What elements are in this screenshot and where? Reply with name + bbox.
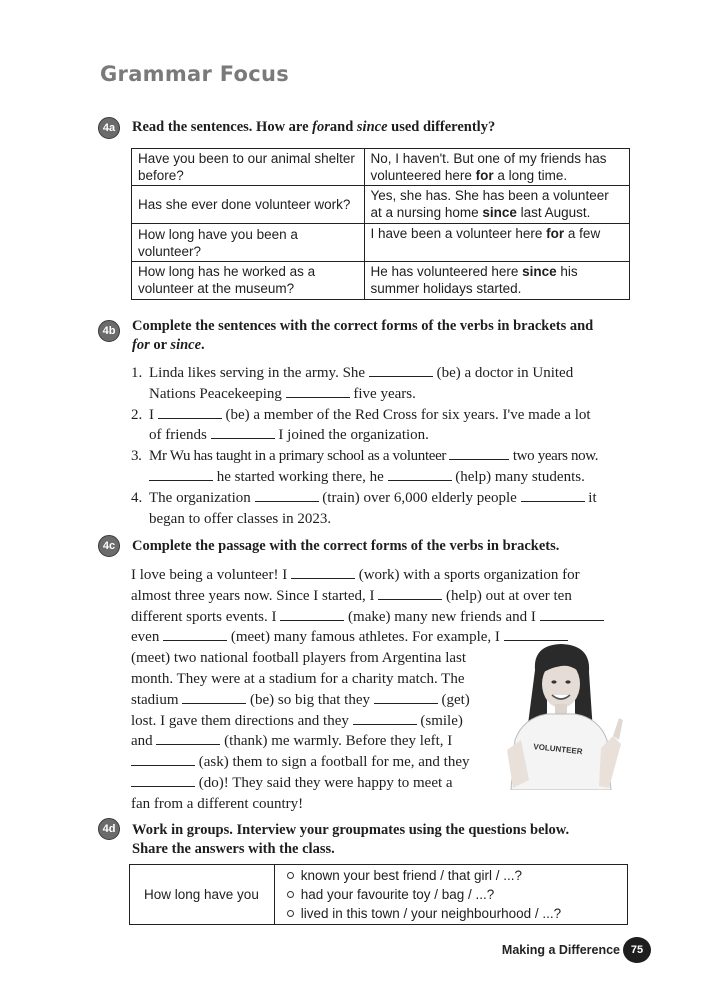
answer-blank[interactable]: [374, 691, 438, 704]
list-item: known your best friend / that girl / ...?: [283, 866, 619, 885]
answer-blank[interactable]: [182, 691, 246, 704]
section-4a-badge: 4a: [98, 117, 120, 139]
volunteer-girl-photo: [495, 640, 627, 790]
section-4b-instruction: Complete the sentences with the correct forms of the verbs in brackets and for or since.: [132, 318, 594, 353]
answer-blank[interactable]: [449, 447, 509, 460]
answer-blank[interactable]: [211, 426, 275, 439]
sentence-1: 1. Linda likes serving in the army. She (be) a doctor in United: [131, 365, 574, 381]
table-row: [132, 149, 630, 186]
answer-blank[interactable]: [286, 385, 350, 398]
section-4a-instruction: Read the sentences. How are forand since used differently?: [132, 119, 496, 135]
section-4d-badge: 4d: [98, 818, 120, 840]
question-stem: How long have you: [130, 865, 275, 925]
answer-blank[interactable]: [131, 753, 195, 766]
question-cell: Have you been to our animal shelter before?: [132, 149, 365, 186]
answer-blank[interactable]: [131, 774, 195, 787]
list-item: had your favourite toy / bag / ...?: [283, 885, 619, 904]
question-cell: How long has he worked as a volunteer at the museum?: [132, 262, 365, 300]
answer-blank[interactable]: [369, 364, 433, 377]
answer-blank[interactable]: [158, 406, 222, 419]
answer-blank[interactable]: [540, 608, 604, 621]
answer-cell: No, I haven't. But one of my friends has volunteered here for a long time.: [364, 149, 629, 186]
section-4c-passage: I love being a volunteer! I (work) with a sports organization for almost three years now. Since I started, I (help) out at over ten different sports events. I (make) many new friends and I even (meet) many famous athletes. For example, I (meet) two national football players from Argentina last month. They were at a stadium for a charity match. The stadium (be) so big that they (get) lost. I gave them directions and they (smile) and (thank) me warmly. Before they left, I (ask) them to sign a football for me, and they (do)! They said they were happy to meet a fan from a different country!: [131, 565, 631, 815]
page-title: Grammar Focus: [100, 62, 290, 86]
sentence-2: 2. I (be) a member of the Red Cross for six years. I've made a lot: [131, 406, 591, 423]
table-row: [132, 186, 630, 224]
answer-blank[interactable]: [149, 468, 213, 481]
section-4b-badge: 4b: [98, 320, 120, 342]
list-item: lived in this town / your neighbourhood / ...?: [283, 904, 619, 923]
answer-blank[interactable]: [378, 587, 442, 600]
answer-blank[interactable]: [291, 566, 355, 579]
question-cell: How long have you been a volunteer?: [132, 224, 365, 262]
answer-cell: He has volunteered here since his summer holidays started.: [364, 262, 629, 300]
page-number: 75: [623, 937, 651, 963]
question-cell: Has she ever done volunteer work?: [132, 186, 365, 224]
section-4c-badge: 4c: [98, 535, 120, 557]
answer-blank[interactable]: [255, 489, 319, 502]
answer-blank[interactable]: [163, 628, 227, 641]
section-4d-instruction: Work in groups. Interview your groupmates using the questions below. Share the answers with the class.: [132, 822, 570, 857]
example-sentences-table: [131, 148, 630, 300]
answer-blank[interactable]: [353, 712, 417, 725]
shirt-text: VOLUNTEER: [532, 742, 583, 757]
interview-questions-table: [129, 864, 628, 925]
table-row: [130, 865, 628, 925]
answer-blank[interactable]: [388, 468, 452, 481]
table-row: [132, 262, 630, 300]
unit-title: Making a Difference: [501, 943, 620, 957]
answer-blank[interactable]: [156, 732, 220, 745]
section-4b-sentences: 1. Linda likes serving in the army. She (be) a doctor in United Nations Peacekeeping five years. 2. I (be) a member of the Red Cross for six years. I've made a lot of friends I joined the organization. 3. Mr Wu has taught in a primary school as a volunteer two years now. he started working there, he (help) many students. 4. The organization (train) over 6,000 elderly people it began to offer classes in 2023.: [131, 363, 636, 529]
answer-blank[interactable]: [521, 489, 585, 502]
sentence-3: 3. Mr Wu has taught in a primary school as a volunteer two years now.: [131, 448, 599, 465]
table-row: [132, 224, 630, 262]
question-options: [274, 865, 627, 925]
sentence-4: 4. The organization (train) over 6,000 elderly people it: [131, 489, 597, 506]
answer-cell: I have been a volunteer here for a few: [364, 224, 629, 262]
section-4c-instruction: Complete the passage with the correct forms of the verbs in brackets.: [132, 538, 560, 554]
answer-blank[interactable]: [280, 608, 344, 621]
answer-cell: Yes, she has. She has been a volunteer at a nursing home since last August.: [364, 186, 629, 224]
